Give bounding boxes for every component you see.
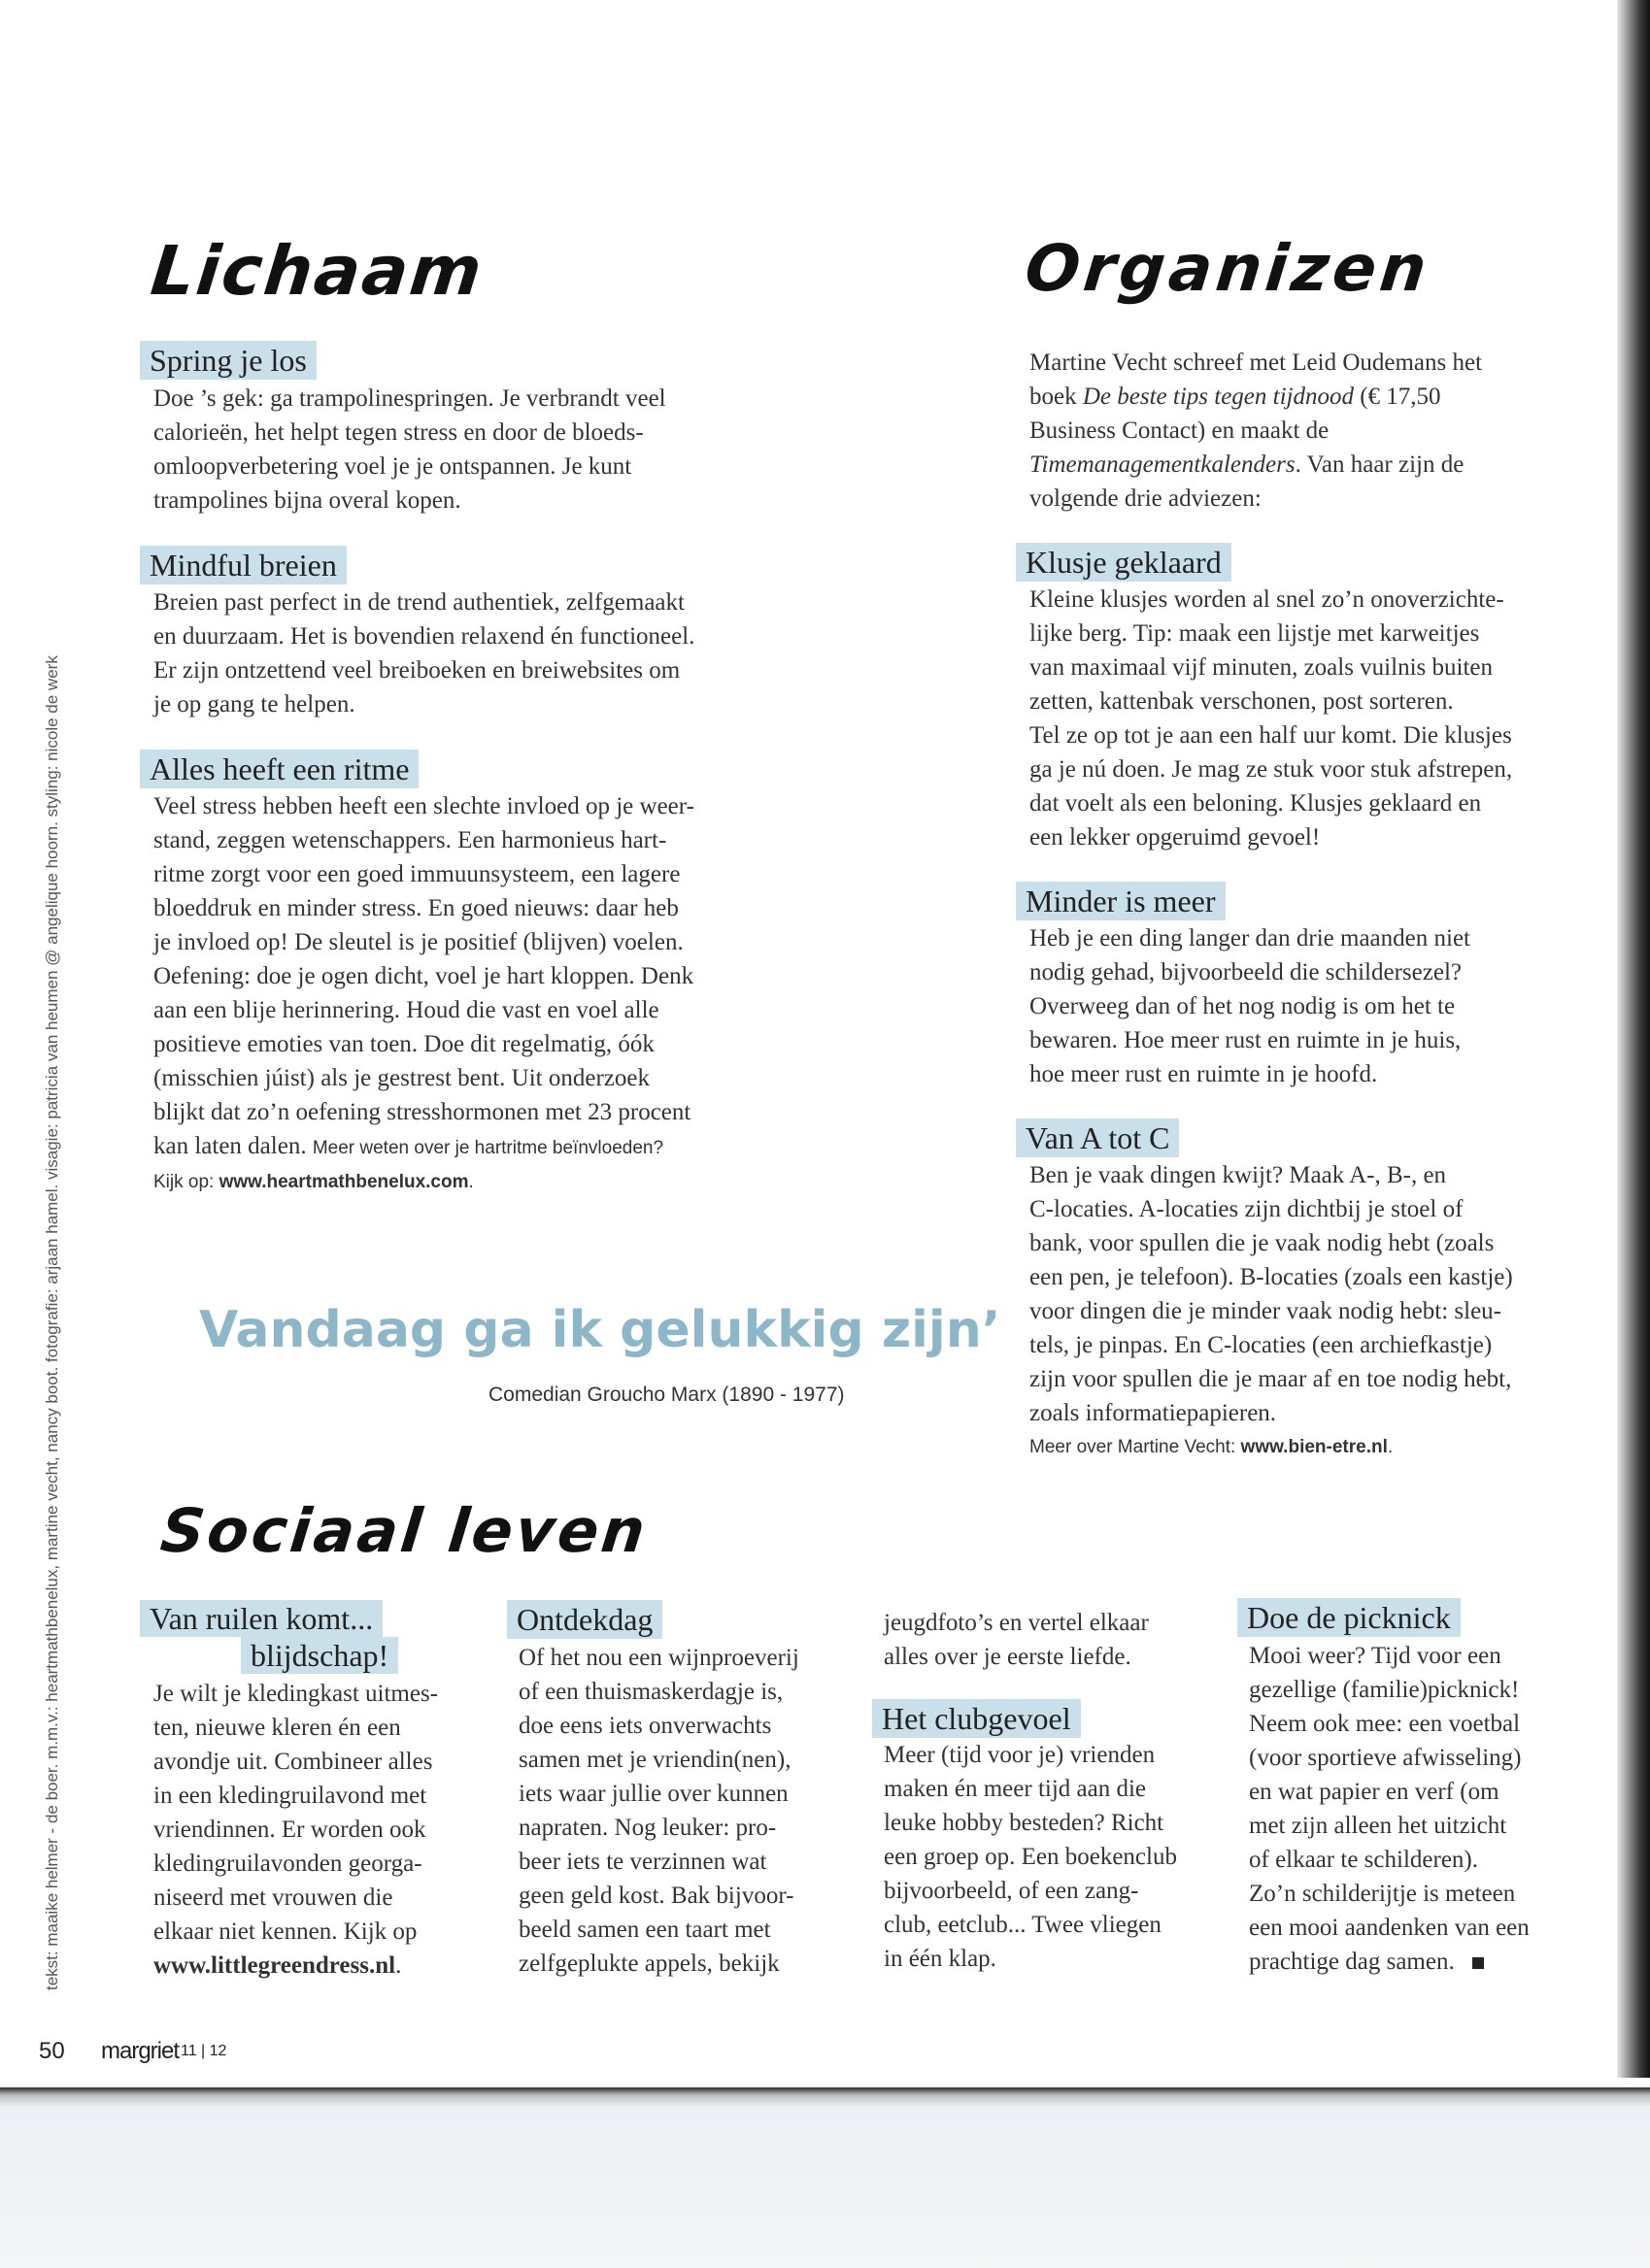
text-line: van maximaal vijf minuten, zoals vuilnis buiten	[1029, 654, 1493, 681]
text-line: vriendinnen. Er worden ook	[153, 1817, 426, 1843]
text-line: Of het nou een wijnproeverij	[519, 1645, 799, 1671]
section-body	[153, 585, 785, 721]
text-line: Je wilt je kledingkast uitmes-	[153, 1681, 439, 1707]
text-line: maken én meer tijd aan die	[884, 1776, 1147, 1802]
text-line: je invloed op! De sleutel is je positief (blijven) voelen.	[153, 929, 684, 955]
text-line: bewaren. Hoe meer rust en ruimte in je huis,	[1029, 1027, 1462, 1053]
text-line: Business Contact) en maakt de	[1029, 417, 1330, 444]
section-heading-line2: blijdschap!	[241, 1637, 398, 1674]
text-line: C-locaties. A-locaties zijn dichtbij je stoel of	[1029, 1196, 1464, 1222]
text-line-end: kan laten dalen.	[153, 1133, 307, 1159]
text-line: een groep op. Een boekenclub	[884, 1844, 1177, 1870]
text-line: blijkt dat zo’n oefening stresshormonen met 23 procent	[153, 1099, 691, 1125]
text-line: doe eens iets onverwachts	[519, 1713, 772, 1739]
magazine-logo: margriet	[101, 2038, 180, 2064]
text-line: volgende drie adviezen:	[1029, 485, 1262, 512]
text-line: tels, je pinpas. En C-locaties (een archiefkastje)	[1029, 1332, 1493, 1358]
scan-bottom-area	[0, 2087, 1650, 2268]
heading-line: Van ruilen komt...	[150, 1601, 374, 1636]
section-body	[519, 1641, 868, 1981]
link-suffix: .	[1387, 1437, 1394, 1457]
section-heading: Doe de picknick	[1237, 1598, 1461, 1637]
text-line	[1029, 380, 1573, 414]
section-heading: Mindful breien	[140, 546, 347, 584]
link-line	[153, 1949, 503, 1983]
text-line: in één klap.	[884, 1946, 996, 1972]
text-line: (voor sportieve afwisseling)	[1249, 1745, 1522, 1771]
text-line: lijke berg. Tip: maak een lijstje met karweitjes	[1029, 620, 1480, 647]
text-line: nodig gehad, bijvoorbeeld die schildersezel?	[1029, 959, 1462, 985]
text-line: omloopverbetering voel je je ontspannen. Je kunt	[153, 453, 632, 480]
text-line: avondje uit. Combineer alles	[153, 1749, 433, 1775]
text-line: (misschien júist) als je gestrest bent. Uit onderzoek	[153, 1065, 650, 1091]
text-line: ga je nú doen. Je mag ze stuk voor stuk afstrepen,	[1029, 756, 1513, 783]
text-line: Martine Vecht schreef met Leid Oudemans het	[1029, 350, 1483, 376]
section-heading: Minder is meer	[1016, 882, 1226, 920]
section-body	[884, 1738, 1233, 1976]
text-line: voor dingen die je minder vaak nodig hebt: sleu-	[1029, 1298, 1501, 1324]
section-body-continued	[884, 1606, 1224, 1674]
text-line: ritme zorgt voor een goed immuunsysteem, een lagere	[153, 861, 681, 887]
text-line: je op gang te helpen.	[153, 691, 355, 717]
section-body	[153, 1677, 503, 1983]
product-title: Timemanagementkalenders	[1029, 451, 1296, 478]
text-line: Overweeg dan of het nog nodig is om het te	[1029, 993, 1456, 1019]
quote-attribution: Comedian Groucho Marx (1890 - 1977)	[488, 1384, 845, 1406]
text-line: positieve emoties van toen. Doe dit regelmatig, óók	[153, 1031, 655, 1057]
text-line: beeld samen een taart met	[519, 1917, 771, 1943]
text-line: Neem ook mee: een voetbal	[1249, 1711, 1521, 1737]
text-line: hoe meer rust en ruimte in je hoofd.	[1029, 1061, 1378, 1087]
section-heading: Het clubgevoel	[872, 1699, 1081, 1738]
text-line: iets waar jullie over kunnen	[519, 1781, 789, 1807]
section-heading: Van A tot C	[1016, 1118, 1179, 1157]
text-line: met zijn alleen het uitzicht	[1249, 1813, 1507, 1839]
text-span: (€ 17,50	[1353, 384, 1441, 410]
text-line: zetten, kattenbak verschonen, post sorteren.	[1029, 688, 1454, 715]
section-body	[1029, 1158, 1593, 1464]
text-line: leuke hobby besteden? Richt	[884, 1810, 1164, 1836]
more-info-note: Meer over Martine Vecht:	[1029, 1437, 1236, 1457]
section-body	[1029, 583, 1593, 854]
text-line: jeugdfoto’s en vertel elkaar	[884, 1610, 1149, 1636]
text-span: boek	[1029, 384, 1083, 410]
organizen-title: Organizen	[1021, 231, 1434, 306]
link-suffix: .	[395, 1952, 402, 1979]
lichaam-title: Lichaam	[147, 231, 488, 311]
link-line	[153, 1165, 794, 1199]
text-line: en wat papier en verf (om	[1249, 1779, 1499, 1805]
text-line: een pen, je telefoon). B-locaties (zoals een kastje)	[1029, 1264, 1513, 1290]
section-heading	[140, 1600, 383, 1637]
issue-number: 11 | 12	[181, 2043, 227, 2059]
section-body	[153, 382, 785, 517]
section-heading: Alles heeft een ritme	[140, 750, 419, 788]
sociaal-leven-title: Sociaal leven	[157, 1495, 652, 1566]
text-line: niseerd met vrouwen die	[153, 1884, 393, 1911]
text-line: alles over je eerste liefde.	[884, 1644, 1131, 1670]
section-body	[1249, 1639, 1608, 1979]
side-credit: tekst: maaike helmer - de boer. m.m.v.: heartmathbenelux, martine vecht, nancy boot. fotografie: arjaan hamel. visagie: patricia van heumen @ angelique hoorn. styling: nicole de werk	[43, 655, 61, 1990]
link-line	[1029, 1430, 1593, 1464]
text-line: zijn voor spullen die je maar af en toe nodig hebt,	[1029, 1366, 1512, 1392]
text-line: geen geld kost. Bak bijvoor-	[519, 1883, 794, 1909]
littlegreendress-link[interactable]: www.littlegreendress.nl	[153, 1952, 396, 1979]
text-line: Veel stress hebben heeft een slechte invloed op je weer-	[153, 793, 694, 819]
text-line: en duurzaam. Het is bovendien relaxend én functioneel.	[153, 623, 695, 650]
text-line: stand, zeggen wetenschappers. Een harmonieus hart-	[153, 827, 667, 853]
text-line	[1249, 1945, 1608, 1979]
text-line: dat voelt als een beloning. Klusjes geklaard en	[1029, 790, 1482, 817]
text-span: . Van haar zijn de	[1295, 451, 1465, 478]
text-line: calorieën, het helpt tegen stress en door de bloeds-	[153, 419, 644, 446]
text-line: ten, nieuwe kleren én een	[153, 1715, 401, 1741]
pull-quote: Vandaag ga ik gelukkig zijn’	[199, 1301, 1001, 1359]
text-line: een mooi aandenken van een	[1249, 1915, 1530, 1941]
section-body	[153, 789, 794, 1199]
text-line: Tel ze op tot je aan een half uur komt. Die klusjes	[1029, 722, 1512, 749]
section-heading: Klusje geklaard	[1016, 543, 1231, 582]
text-line: Zo’n schilderijtje is meteen	[1249, 1881, 1516, 1907]
book-title: De beste tips tegen tijdnood	[1082, 384, 1354, 410]
text-line	[1029, 448, 1573, 482]
text-line: club, eetclub... Twee vliegen	[884, 1912, 1162, 1938]
text-line: een lekker opgeruimd gevoel!	[1029, 824, 1321, 850]
section-body	[1029, 921, 1593, 1091]
text-line: of elkaar te schilderen).	[1249, 1847, 1478, 1873]
text-line: trampolines bijna overal kopen.	[153, 487, 461, 514]
text-line: Oefening: doe je ogen dicht, voel je hart kloppen. Denk	[153, 963, 694, 989]
link-suffix: .	[468, 1172, 474, 1192]
text-line: Meer (tijd voor je) vrienden	[884, 1742, 1156, 1768]
organizen-intro	[1029, 346, 1573, 516]
more-info-note: Meer weten over je hartritme beïnvloeden?	[312, 1138, 664, 1158]
text-line: Er zijn ontzettend veel breiboeken en breiwebsites om	[153, 657, 681, 684]
text-line: bank, voor spullen die je vaak nodig hebt (zoals	[1029, 1230, 1495, 1256]
section-heading: Ontdekdag	[507, 1600, 662, 1639]
text-line: Ben je vaak dingen kwijt? Maak A-, B-, en	[1029, 1162, 1447, 1188]
text-line: bloeddruk en minder stress. En goed nieuws: daar heb	[153, 895, 679, 921]
text-line: Doe ’s gek: ga trampolinespringen. Je verbrandt veel	[153, 385, 666, 412]
end-of-article-mark	[1472, 1957, 1484, 1969]
text-line: aan een blije herinnering. Houd die vast en voel alle	[153, 997, 659, 1023]
text-line: in een kledingruilavond met	[153, 1783, 427, 1809]
text-line: Breien past perfect in de trend authentiek, zelfgemaakt	[153, 589, 685, 616]
section-heading: Spring je los	[140, 341, 317, 380]
heartmath-link[interactable]: www.heartmathbenelux.com	[219, 1172, 469, 1192]
text-line: Mooi weer? Tijd voor een	[1249, 1643, 1501, 1669]
text-line: Kleine klusjes worden al snel zo’n onoverzichte-	[1029, 586, 1504, 613]
text-line: gezellige (familie)picknick!	[1249, 1677, 1520, 1703]
text-line	[153, 1129, 794, 1165]
text-line: kledingruilavonden georga-	[153, 1851, 422, 1877]
text-line: beer iets te verzinnen wat	[519, 1849, 767, 1875]
text-line: napraten. Nog leuker: pro-	[519, 1815, 777, 1841]
text-line: zelfgeplukte appels, bekijk	[519, 1951, 780, 1977]
text-line: samen met je vriendin(nen),	[519, 1747, 791, 1773]
text-line: bijvoorbeeld, of een zang-	[884, 1878, 1139, 1904]
text-line: elkaar niet kennen. Kijk op	[153, 1918, 418, 1945]
bien-etre-link[interactable]: www.bien-etre.nl	[1240, 1437, 1388, 1457]
link-prefix: Kijk op:	[153, 1172, 215, 1192]
page-number: 50	[39, 2038, 65, 2064]
text-line: Heb je een ding langer dan drie maanden niet	[1029, 925, 1470, 951]
text-line: of een thuismaskerdagje is,	[519, 1679, 784, 1705]
text-line-end: prachtige dag samen.	[1249, 1949, 1455, 1975]
text-line: zoals informatiepapieren.	[1029, 1400, 1277, 1426]
binding-edge	[1617, 0, 1650, 2078]
